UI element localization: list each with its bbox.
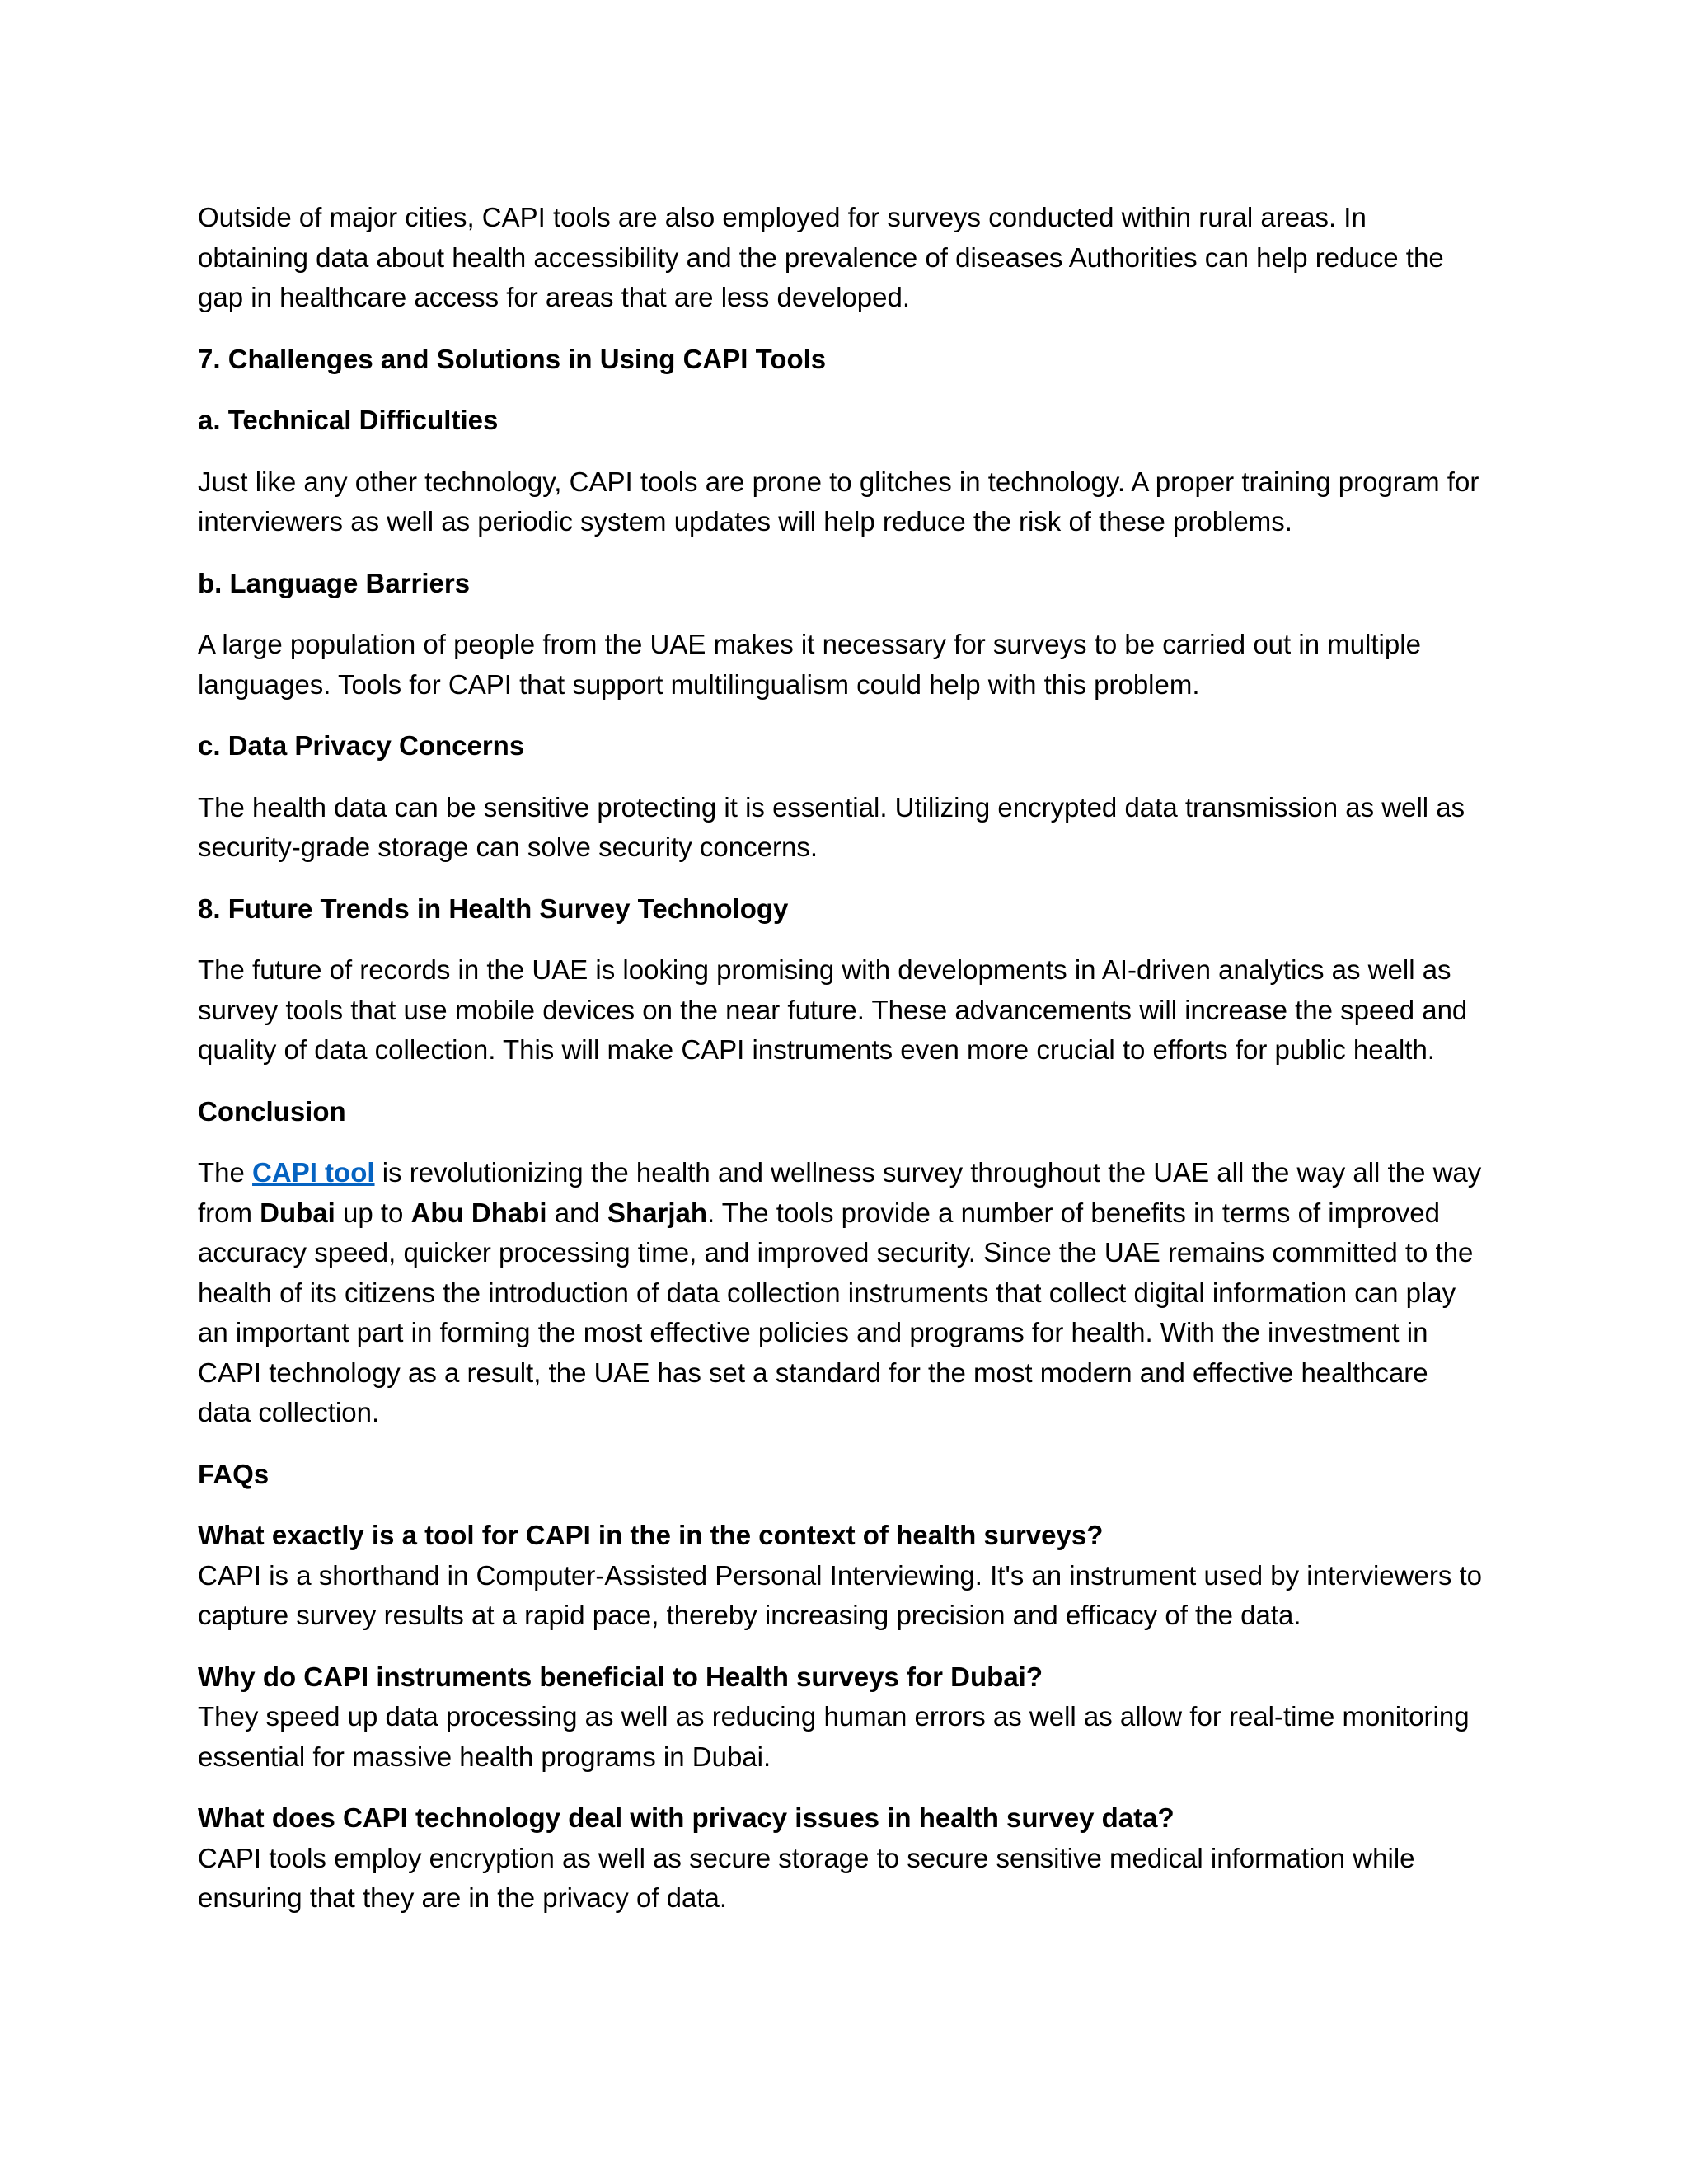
conclusion-bold-dubai: Dubai bbox=[260, 1197, 335, 1228]
conclusion-text-4: and bbox=[546, 1197, 607, 1228]
conclusion-bold-abu-dhabi: Abu Dhabi bbox=[410, 1197, 547, 1228]
faq-answer-2: They speed up data processing as well as reducing human errors as well as allow for real-time monitoring essential for massive health programs in Dubai. bbox=[198, 1701, 1470, 1772]
faq-question-2: Why do CAPI instruments beneficial to Health surveys for Dubai? bbox=[198, 1661, 1043, 1692]
faq-question-1: What exactly is a tool for CAPI in the in the context of health surveys? bbox=[198, 1520, 1104, 1550]
conclusion-text-3: up to bbox=[335, 1197, 411, 1228]
conclusion-text-5: . The tools provide a number of benefits in terms of improved accuracy speed, quicker processing time, and improved security. Since the UAE remains committed to the health of its citizens the introduction of data collection instruments that collect digital information can play an important part in forming the most effective policies and programs for health. With the investment in CAPI technology as a result, the UAE has set a standard for the most modern and effective healthcare data collection. bbox=[198, 1197, 1474, 1427]
conclusion-bold-sharjah: Sharjah bbox=[607, 1197, 708, 1228]
conclusion-paragraph bbox=[198, 1153, 1484, 1433]
subsection-data-privacy-text: The health data can be sensitive protecting it is essential. Utilizing encrypted data transmission as well as security-grade storage can solve security concerns. bbox=[198, 791, 1465, 862]
faq-answer-3: CAPI tools employ encryption as well as secure storage to secure sensitive medical information while ensuring that they are in the privacy of data. bbox=[198, 1842, 1415, 1913]
subsection-technical-difficulties-text: Just like any other technology, CAPI tools are prone to glitches in technology. A proper training program for interviewers as well as periodic system updates will help reduce the risk of these problems. bbox=[198, 466, 1479, 537]
subsection-technical-difficulties-heading: a. Technical Difficulties bbox=[198, 405, 499, 435]
conclusion-text-2: is revolutionizing the health and wellness survey throughout the UAE all the way all the way from bbox=[198, 1157, 1482, 1228]
section-8-heading: 8. Future Trends in Health Survey Technology bbox=[198, 893, 789, 924]
conclusion-text-1: The bbox=[198, 1157, 253, 1188]
faqs-heading: FAQs bbox=[198, 1458, 270, 1489]
capi-tool-link[interactable]: CAPI tool bbox=[252, 1157, 375, 1188]
section-7-heading: 7. Challenges and Solutions in Using CAPI Tools bbox=[198, 343, 827, 374]
faq-answer-1: CAPI is a shorthand in Computer-Assisted Personal Interviewing. It's an instrument used by interviewers to capture survey results at a rapid pace, thereby increasing precision and efficacy of the data. bbox=[198, 1559, 1483, 1630]
document-page bbox=[198, 198, 1484, 1940]
faq-question-3: What does CAPI technology deal with privacy issues in health survey data? bbox=[198, 1802, 1175, 1833]
intro-paragraph: Outside of major cities, CAPI tools are also employed for surveys conducted within rural areas. In obtaining data about health accessibility and the prevalence of diseases Authorities can help reduce the gap in healthcare access for areas that are less developed. bbox=[198, 202, 1444, 312]
conclusion-heading: Conclusion bbox=[198, 1095, 346, 1127]
subsection-language-barriers-text: A large population of people from the UAE makes it necessary for surveys to be carried out in multiple languages. Tools for CAPI that support multilingualism could help with this problem. bbox=[198, 629, 1421, 700]
subsection-language-barriers-heading: b. Language Barriers bbox=[198, 567, 471, 598]
section-8-text: The future of records in the UAE is looking promising with developments in AI-driven analytics as well as survey tools that use mobile devices on the near future. These advancements will increase the speed and quality of data collection. This will make CAPI instruments even more crucial to efforts for public health. bbox=[198, 954, 1468, 1065]
subsection-data-privacy-heading: c. Data Privacy Concerns bbox=[198, 730, 525, 761]
